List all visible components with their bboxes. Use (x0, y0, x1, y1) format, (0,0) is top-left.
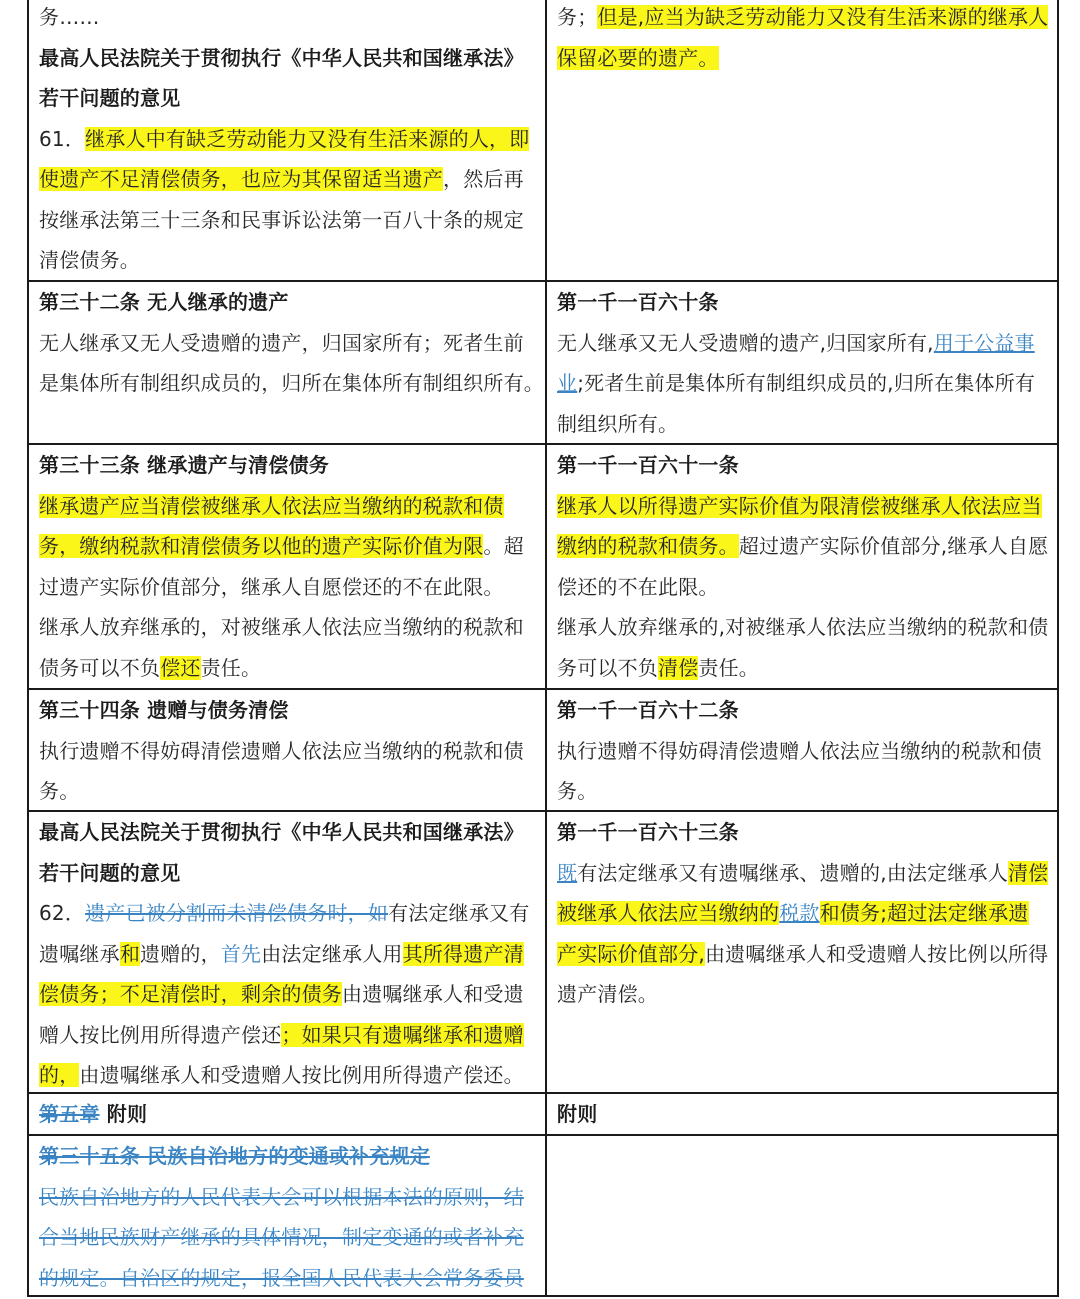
old-law-cell (29, 690, 547, 811)
deleted-text: 首先 (220, 941, 262, 966)
text-line (39, 159, 535, 200)
text-line (557, 323, 1047, 364)
text-line: 是集体所有制组织成员的，归所在集体所有制组织所有。 (39, 371, 544, 395)
new-law-cell (547, 1136, 1057, 1297)
section-title: 若干问题的意见 (39, 86, 181, 110)
old-law-cell (29, 282, 547, 444)
text-span: 债务可以不负 (39, 655, 161, 680)
highlight: 和债务;超过法定继承遗 (819, 901, 1029, 925)
text-span: 责任。 (698, 655, 760, 680)
text-line: 务…… (39, 5, 100, 29)
article-title: 第三十三条 继承遗产与清偿债务 (39, 453, 329, 477)
text-span: 超过遗产实际价值部分,继承人自愿 (738, 534, 1049, 558)
highlight: 继承遗产应当清偿被继承人依法应当缴纳的税款和债 (39, 493, 504, 518)
deleted-text: 第五章 (39, 1102, 100, 1126)
inserted-text: 既 (557, 860, 578, 885)
article-title: 第一千一百六十条 (557, 290, 719, 314)
text-line: 务。 (557, 779, 598, 803)
inserted-text: 用于公益事 (933, 330, 1035, 355)
table-row (29, 810, 1057, 1093)
old-law-cell (29, 1094, 547, 1135)
section-title: 若干问题的意见 (39, 860, 181, 885)
text-span: 。超 (483, 534, 524, 558)
text-line: 遗产清偿。 (557, 982, 658, 1006)
article-title: 第三十四条 遗赠与债务清偿 (39, 698, 289, 722)
table-row (29, 280, 1057, 444)
table-row (29, 443, 1057, 689)
new-law-cell (547, 445, 1057, 689)
text-span: 附则 (99, 1102, 148, 1126)
text-span: ，然后再 (443, 167, 524, 191)
text-span: 务； (557, 5, 598, 29)
deleted-text: 合当地民族财产继承的具体情况，制定变通的或者补充 (39, 1225, 524, 1249)
text-line: 执行遗赠不得妨碍清偿遗赠人依法应当缴纳的税款和债 (557, 738, 1042, 763)
text-line: 清偿债务。 (39, 248, 140, 272)
text-span: 有法定继承又有 (388, 901, 530, 925)
text-span: 责任。 (200, 655, 262, 680)
text-line (39, 1055, 535, 1093)
highlight: 其所得遗产清 (402, 941, 524, 966)
highlight: 但是,应当为缺乏劳动能力又没有生活来源的继承人 (597, 5, 1049, 29)
text-line (557, 526, 1047, 567)
inserted-text: 税款 (779, 901, 820, 925)
text-line (557, 38, 1047, 79)
text-span: 由法定继承人用 (261, 941, 403, 966)
text-span: 由遗嘱继承人和受遗 (342, 982, 524, 1006)
deleted-text: 遗产已被分割而未清偿债务时，如 (85, 901, 389, 925)
text-span: 无人继承又无人受遗赠的遗产,归国家所有, (557, 330, 934, 355)
text-line: 继承人放弃继承的,对被继承人依法应当缴纳的税款和债 (557, 615, 1049, 639)
article-title: 第一千一百六十三条 (557, 820, 739, 844)
text-line (39, 119, 535, 160)
text-span: 遗嘱继承 (39, 941, 120, 966)
highlight: ；如果只有遗嘱继承和遗赠 (281, 1022, 524, 1047)
text-line: 偿还的不在此限。 (557, 574, 719, 599)
text-line (39, 1015, 535, 1056)
highlight: 和 (119, 941, 141, 966)
text-span: 由遗嘱继承人和受遗赠人按比例用所得遗产偿还。 (79, 1063, 524, 1087)
article-title: 第一千一百六十二条 (557, 698, 739, 722)
text-span: ;死者生前是集体所有制组织成员的,归所在集体所有 (577, 371, 1036, 395)
highlight: 偿还 (160, 655, 201, 680)
text-line: 无人继承又无人受遗赠的遗产，归国家所有；死者生前 (39, 330, 524, 355)
text-line (39, 934, 535, 975)
table-row (29, 688, 1057, 811)
new-law-cell (547, 0, 1057, 281)
text-line (557, 853, 1047, 894)
text-line (39, 648, 535, 689)
highlight: 偿债务；不足清偿时，剩余的债务 (39, 982, 342, 1006)
text-line (557, 893, 1047, 934)
highlight: 继承人中有缺乏劳动能力又没有生活来源的人，即 (85, 126, 530, 151)
text-line: 按继承法第三十三条和民事诉讼法第一百八十条的规定 (39, 207, 524, 232)
section-title: 最高人民法院关于贯彻执行《中华人民共和国继承法》 (39, 820, 524, 844)
text-span: 由遗嘱继承人和受遗赠人按比例以所得 (704, 941, 1049, 966)
article-title: 第一千一百六十一条 (557, 453, 739, 477)
text-span: 务可以不负 (557, 655, 658, 680)
new-law-cell (547, 690, 1057, 811)
highlight: 被继承人依法应当缴纳的 (557, 901, 780, 925)
table-row (29, 1092, 1057, 1135)
text-span: 赠人按比例用所得遗产偿还 (39, 1022, 282, 1047)
text-line (557, 934, 1047, 975)
text-line (557, 648, 1047, 689)
text-line: 务。 (39, 779, 80, 803)
text-line (39, 893, 535, 934)
text-line: 制组织所有。 (557, 411, 679, 436)
highlight: 清偿 (658, 655, 699, 680)
highlight: 务，缴纳税款和清偿债务以他的遗产实际价值为限 (39, 534, 484, 558)
inserted-text: 业 (557, 371, 578, 395)
chapter-title: 附则 (557, 1102, 598, 1126)
article-number: 61． (39, 126, 86, 151)
text-line: 继承人放弃继承的，对被继承人依法应当缴纳的税款和 (39, 615, 524, 639)
article-number: 62． (39, 901, 86, 925)
text-line: 过遗产实际价值部分，继承人自愿偿还的不在此限。 (39, 574, 504, 599)
chapter-title (39, 1094, 535, 1135)
old-law-cell (29, 0, 547, 281)
highlight: 的， (39, 1063, 80, 1087)
highlight: 缴纳的税款和债务。 (557, 534, 739, 558)
text-line (557, 486, 1047, 527)
text-span: 遗赠的， (140, 941, 221, 966)
highlight: 产实际价值部分, (557, 941, 705, 966)
new-law-cell (547, 282, 1057, 444)
text-line (39, 526, 535, 567)
old-law-cell (29, 1136, 547, 1297)
highlight: 继承人以所得遗产实际价值为限清偿被继承人依法应当 (557, 493, 1042, 518)
text-line: 执行遗赠不得妨碍清偿遗赠人依法应当缴纳的税款和债 (39, 738, 524, 763)
deleted-text: 的规定。自治区的规定，报全国人民代表大会常务委员 (39, 1265, 524, 1290)
text-line (39, 974, 535, 1015)
text-line (557, 363, 1047, 404)
section-title: 最高人民法院关于贯彻执行《中华人民共和国继承法》 (39, 45, 524, 70)
new-law-cell (547, 1094, 1057, 1135)
highlight: 保留必要的遗产。 (557, 45, 719, 70)
article-title: 第三十二条 无人继承的遗产 (39, 290, 289, 314)
deleted-article-title: 第三十五条 民族自治地方的变通或补充规定 (39, 1144, 430, 1168)
highlight: 清偿 (1007, 860, 1049, 885)
new-law-cell (547, 812, 1057, 1093)
text-line (557, 0, 1047, 38)
deleted-text: 民族自治地方的人民代表大会可以根据本法的原则，结 (39, 1184, 524, 1209)
table-row (29, 1134, 1057, 1297)
table-row (29, 0, 1057, 281)
old-law-cell (29, 812, 547, 1093)
text-span: 有法定继承又有遗嘱继承、遗赠的,由法定继承人 (577, 860, 1008, 885)
text-line (39, 486, 535, 527)
highlight: 使遗产不足清偿债务，也应为其保留适当遗产 (39, 167, 443, 191)
comparison-table (27, 0, 1059, 1297)
old-law-cell (29, 445, 547, 689)
